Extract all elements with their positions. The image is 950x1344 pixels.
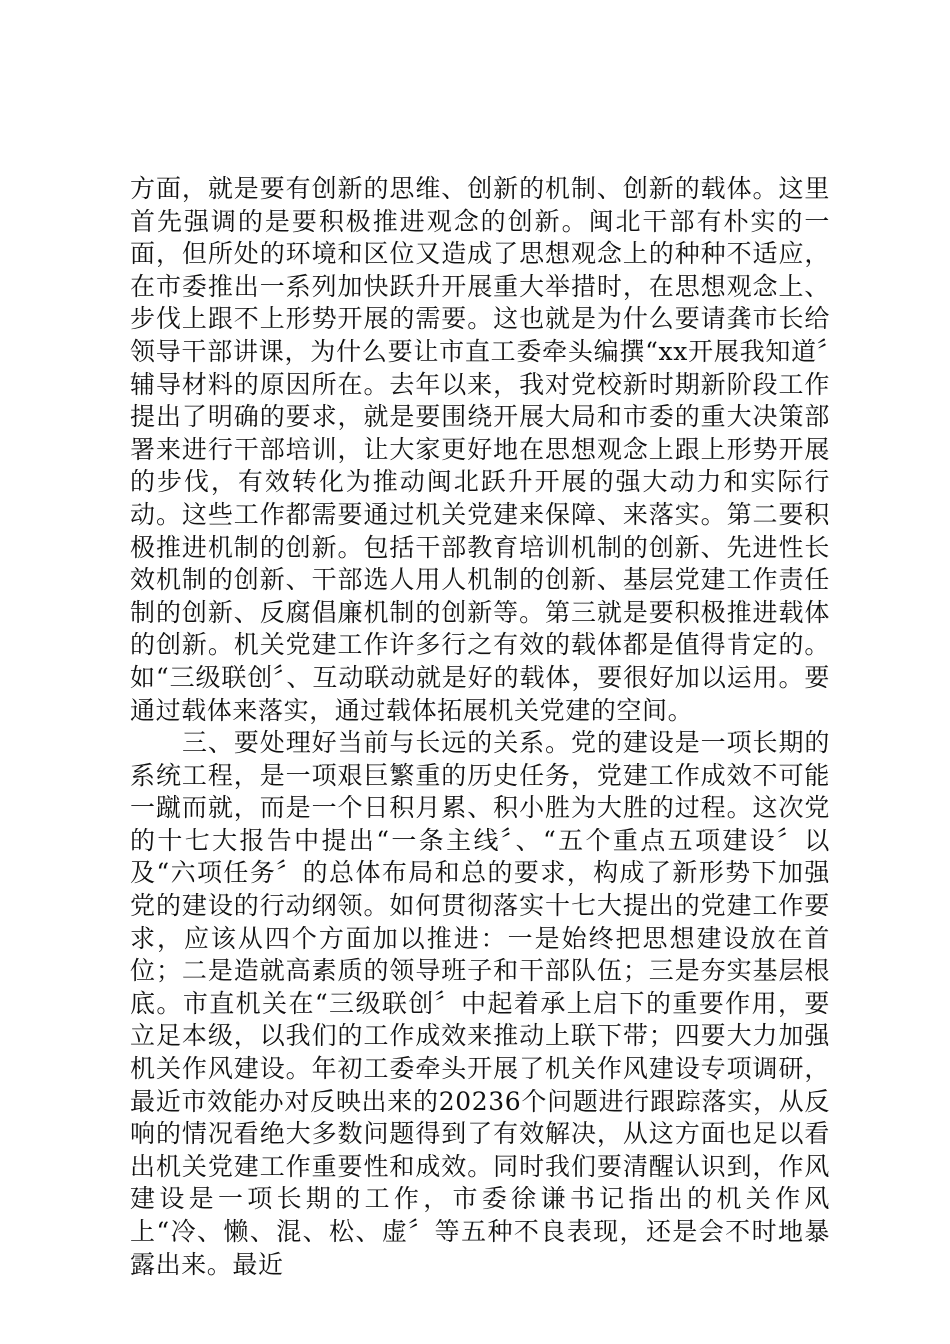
document-body [130,173,830,1281]
paragraph-2: 三、要处理好当前与长远的关系。党的建设是一项长期的系统工程，是一项艰巨繁重的历史任务，党建工作成效不可能一蹴而就，而是一个日积月累、积小胜为大胜的过程。这次党的十七大报告中提出“一条主线〞、“五个重点五项建设〞以及“六项任务〞的总体布局和总的要求，构成了新形势下加强党的建设的行动纲领。如何贯彻落实十七大提出的党建工作要求，应该从四个方面加以推进：一是始终把思想建设放在首位；二是造就高素质的领导班子和干部队伍；三是夯实基层根底。市直机关在“三级联创〞中起着承上启下的重要作用，要立足本级，以我们的工作成效来推动上联下带；四要大力加强机关作风建设。年初工委牵头开展了机关作风建设专项调研，最近市效能办对反映出来的20236个问题进行跟踪落实，从反响的情况看绝大多数问题得到了有效解决，从这方面也足以看出机关党建工作重要性和成效。同时我们要清醒认识到，作风建设是一项长期的工作，市委徐谦书记指出的机关作风上“冷、懒、混、松、虚〞等五种不良表现，还是会不时地暴露出来。最近 [130,728,830,1279]
paragraph-1: 方面，就是要有创新的思维、创新的机制、创新的载体。这里首先强调的是要积极推进观念的创新。闽北干部有朴实的一面，但所处的环境和区位又造成了思想观念上的种种不适应，在市委推出一系列加快跃升开展重大举措时，在思想观念上、步伐上跟不上形势开展的需要。这也就是为什么要请龚市长给领导干部讲课，为什么要让市直工委牵头编撰“xx开展我知道〞辅导材料的原因所在。去年以来，我对党校新时期新阶段工作提出了明确的要求，就是要围绕开展大局和市委的重大决策部署来进行干部培训，让大家更好地在思想观念上跟上形势开展的步伐，有效转化为推动闽北跃升开展的强大动力和实际行动。这些工作都需要通过机关党建来保障、来落实。第二要积极推进机制的创新。包括干部教育培训机制的创新、先进性长效机制的创新、干部选人用人机制的创新、基层党建工作责任制的创新、反腐倡廉机制的创新等。第三就是要积极推进载体的创新。机关党建工作许多行之有效的载体都是值得肯定的。如“三级联创〞、互动联动就是好的载体，要很好加以运用。要通过载体来落实，通过载体拓展机关党建的空间。 [130,174,830,725]
